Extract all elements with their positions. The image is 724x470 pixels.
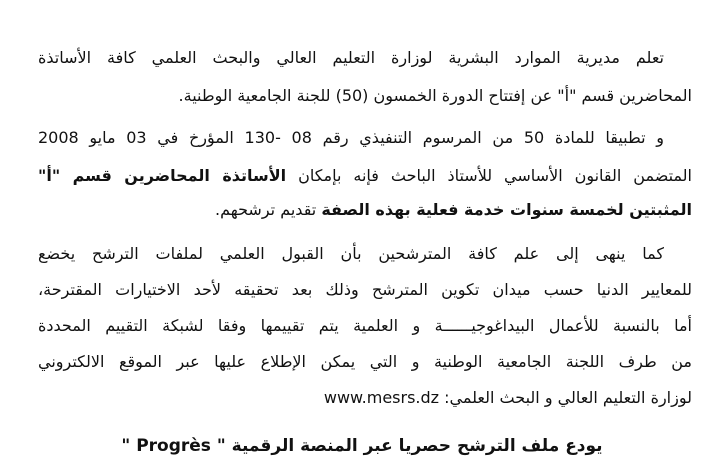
paragraph-3-line-4: من طرف اللجنة الجامعية الوطنية و التي يمكن الإطلاع عليها عبر الموقع الالكتروني: [38, 352, 692, 371]
paragraph-2-line-3: [38, 198, 692, 222]
submission-notice: يودع ملف الترشح حصريا عبر المنصة الرقمية " Progrès ": [121, 436, 603, 456]
paragraph-2-line-2-bold: الأساتذة المحاضرين قسم "أ": [38, 166, 287, 185]
paragraph-3-line-2: للمعايير الدنيا حسب ميدان تكوين المترشح وذلك بعد تحقيقه لأحد الاختيارات المقترحة،: [38, 280, 692, 299]
paragraph-3-line-3: أما بالنسبة للأعمال البيداغوجيــــــة و العلمية يتم تقييمها وفقا لشبكة التقييم المحددة: [38, 316, 692, 335]
cut-off-heading: [0, 0, 724, 6]
paragraph-3-line-5: [38, 386, 692, 410]
paragraph-2-line-3-bold: المثبتين لخمسة سنوات خدمة فعلية بهذه الصفة: [321, 200, 692, 219]
paragraph-1-line-1: تعلم مديرية الموارد البشرية لوزارة التعليم العالي والبحث العلمي كافة الأساتذة: [38, 48, 664, 67]
paragraph-3-line-1: كما ينهى إلى علم كافة المترشحين بأن القبول العلمي لملفات الترشح يخضع: [38, 244, 664, 263]
ministry-label: لوزارة التعليم العالي و البحث العلمي:: [439, 388, 692, 407]
paragraph-1-line-2: المحاضرين قسم "أ" عن إفتتاح الدورة الخمسون (50) للجنة الجامعية الوطنية.: [178, 86, 692, 105]
paragraph-2-line-3-text: تقديم ترشحهم.: [214, 200, 322, 219]
paragraph-2-line-2-text: المتضمن القانون الأساسي للأستاذ الباحث فإنه بإمكان: [286, 166, 692, 185]
paragraph-2-line-1: و تطبيقا للمادة 50 من المرسوم التنفيذي رقم 08 -130 المؤرخ في 03 مايو 2008: [38, 128, 664, 147]
paragraph-2-line-2: [38, 164, 692, 188]
website-link[interactable]: www.mesrs.dz: [323, 388, 440, 407]
